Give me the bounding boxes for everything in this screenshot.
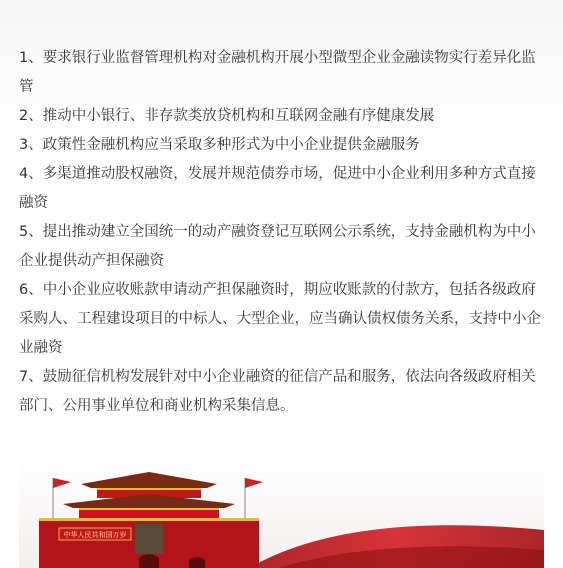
- policy-item-1: 1、要求银行业监督管理机构对金融机构开展小型微型企业金融读物实行差异化监管: [19, 50, 536, 95]
- gate-plaque-text: 中华人民共和国万岁: [63, 531, 127, 539]
- policy-item-2: 2、推动中小银行、非存款类放贷机构和互联网金融有序健康发展: [19, 108, 435, 124]
- policy-item-3: 3、政策性金融机构应当采取多种形式为中小企业提供金融服务: [19, 137, 420, 153]
- policy-item-6: 6、中小企业应收账款申请动产担保融资时，期应收账款的付款方，包括各级政府采购人、工程建设项目的中标人、大型企业，应当确认债权债务关系，支持中小企业融资: [19, 282, 541, 356]
- policy-item-4: 4、多渠道推动股权融资，发展并规范债券市场，促进中小企业利用多种方式直接融资: [19, 166, 536, 211]
- policy-item-5: 5、提出推动建立全国统一的动产融资登记互联网公示系统，支持金融机构为中小企业提供动产担保融资: [19, 224, 536, 269]
- tiananmen-banner-image: [19, 458, 544, 568]
- tiananmen-illustration: [19, 458, 544, 568]
- policy-list: [19, 44, 549, 421]
- policy-item-7: 7、鼓励征信机构发展针对中小企业融资的征信产品和服务，依法向各级政府相关部门、公用事业单位和商业机构采集信息。: [19, 369, 536, 414]
